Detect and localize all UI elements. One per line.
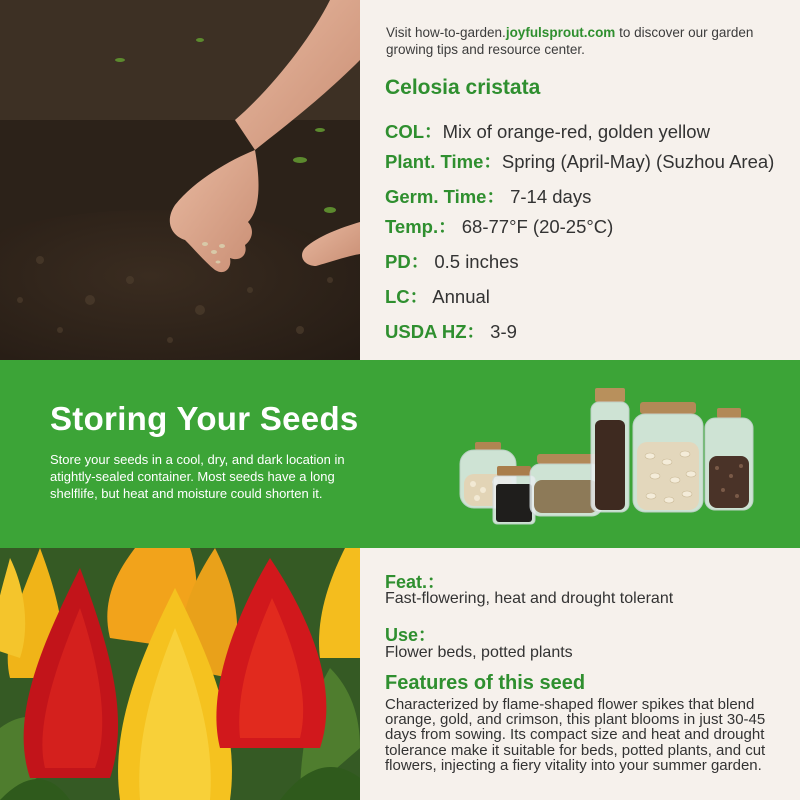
visit-prefix: Visit how-to-garden. <box>386 25 506 40</box>
visit-website-text <box>386 24 796 58</box>
spec-key: Plant. Time： <box>385 151 502 172</box>
spec-key: LC： <box>385 286 429 307</box>
spec-germination-time <box>385 183 591 209</box>
features-heading: Features of this seed <box>385 672 586 694</box>
seed-details-panel <box>360 548 800 800</box>
species-name: Celosia cristata <box>385 76 541 99</box>
visit-suffix: to discover our garden growing tips and resource center. <box>386 25 754 57</box>
spec-value: Mix of orange-red, golden yellow <box>442 121 710 142</box>
spec-value: 3-9 <box>485 321 517 342</box>
seed-jars-image <box>455 380 765 530</box>
spec-key: Germ. Time： <box>385 186 505 207</box>
jar-pumpkin-seeds <box>633 402 703 512</box>
spec-life-cycle <box>385 283 490 309</box>
use-label: Use： <box>385 625 437 645</box>
banner-text: Store your seeds in a cool, dry, and dark location in atightly-sealed container. Most seeds have a long shelflife, but heat and moisture could shorten it. <box>50 452 345 501</box>
banner-title: Storing Your Seeds <box>50 400 359 437</box>
feature-value: Fast-flowering, heat and drought tolerant <box>385 590 674 607</box>
spec-planting-time <box>385 148 774 174</box>
features-description: Characterized by flame-shaped flower spikes that blend orange, gold, and crimson, this plant blooms in just 30-45 days from sowing. Its compact size and heat and drought tolerance make it suitable for beds, potted plants, and cut flowers, injecting a fiery vitality into your summer garden. <box>385 696 766 774</box>
spec-key: PD： <box>385 251 430 272</box>
feature-label: Feat.： <box>385 572 446 592</box>
plant-info-panel <box>360 0 800 360</box>
storing-seeds-banner <box>0 360 800 548</box>
spec-color <box>385 118 710 144</box>
top-section <box>0 0 800 360</box>
spec-key: COL： <box>385 121 443 142</box>
spec-hardiness-zone <box>385 318 517 344</box>
spec-temperature <box>385 213 613 239</box>
spec-value: 68-77°F (20-25°C) <box>456 216 614 237</box>
jar-black-seeds <box>493 466 535 524</box>
celosia-flowers-photo <box>0 548 360 800</box>
spec-key: USDA HZ： <box>385 321 486 342</box>
jar-tall-dark-seeds <box>591 388 629 512</box>
spec-value: 0.5 inches <box>429 251 519 272</box>
spec-value: Spring (April-May) (Suzhou Area) <box>501 151 775 172</box>
spec-planting-depth <box>385 248 519 274</box>
spec-value: 7-14 days <box>504 186 592 207</box>
spec-value: Annual <box>428 286 490 307</box>
website-link[interactable]: joyfulsprout.com <box>505 25 616 40</box>
use-value: Flower beds, potted plants <box>385 644 573 661</box>
hand-sowing-seeds-photo <box>0 0 360 360</box>
jar-speckled-seeds <box>705 408 753 510</box>
spec-key: Temp.： <box>385 216 457 237</box>
